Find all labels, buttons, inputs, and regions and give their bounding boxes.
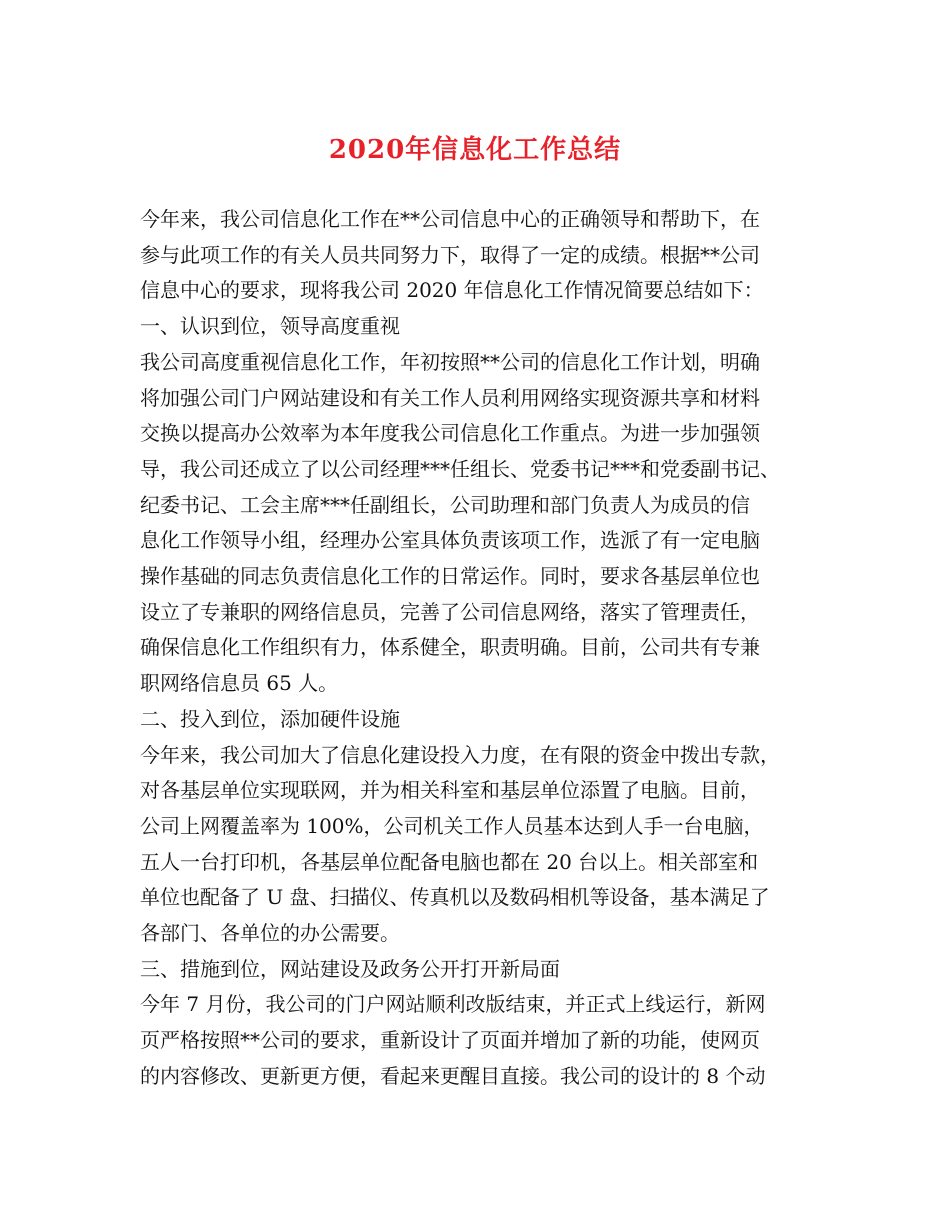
body-line: 公司上网覆盖率为 100%，公司机关工作人员基本达到人手一台电脑， <box>140 813 764 838</box>
body-line: 今年来，我公司加大了信息化建设投入力度，在有限的资金中拨出专款， <box>140 742 780 767</box>
body-line: 五人一台打印机，各基层单位配备电脑也都在 20 台以上。相关部室和 <box>140 849 759 874</box>
section-heading-2: 二、投入到位，添加硬件设施 <box>140 706 400 731</box>
body-line: 对各基层单位实现联网，并为相关科室和基层单位添置了电脑。目前， <box>140 778 760 803</box>
section-heading-1: 一、认识到位，领导高度重视 <box>140 314 400 339</box>
body-line: 操作基础的同志负责信息化工作的日常运作。同时，要求各基层单位也 <box>140 564 760 589</box>
section-heading-3: 三、措施到位，网站建设及政务公开打开新局面 <box>140 956 560 981</box>
body-line: 确保信息化工作组织有力，体系健全，职责明确。目前，公司共有专兼 <box>140 635 760 660</box>
body-line: 的内容修改、更新更方便，看起来更醒目直接。我公司的设计的 8 个动 <box>140 1063 766 1088</box>
document-body <box>140 202 820 1095</box>
body-line: 今年 7 月份，我公司的门户网站顺利改版结束，并正式上线运行，新网 <box>140 992 766 1017</box>
body-line: 参与此项工作的有关人员共同努力下，取得了一定的成绩。根据**公司 <box>140 242 760 267</box>
body-line: 今年来，我公司信息化工作在**公司信息中心的正确领导和帮助下，在 <box>140 207 760 231</box>
body-line: 导，我公司还成立了以公司经理***任组长、党委书记***和党委副书记、 <box>140 456 780 481</box>
body-line: 单位也配备了 U 盘、扫描仪、传真机以及数码相机等设备，基本满足了 <box>140 885 770 910</box>
body-line: 息化工作领导小组，经理办公室具体负责该项工作，选派了有一定电脑 <box>140 528 760 553</box>
body-line: 设立了专兼职的网络信息员，完善了公司信息网络，落实了管理责任， <box>140 599 760 624</box>
body-line: 信息中心的要求，现将我公司 2020 年信息化工作情况简要总结如下： <box>140 278 764 303</box>
body-line: 交换以提高办公效率为本年度我公司信息化工作重点。为进一步加强领 <box>140 421 760 446</box>
body-line: 页严格按照**公司的要求，重新设计了页面并增加了新的功能，使网页 <box>140 1028 760 1053</box>
document-title: 2020年信息化工作总结 <box>328 135 622 165</box>
body-line: 各部门、各单位的办公需要。 <box>140 921 400 946</box>
body-line: 将加强公司门户网站建设和有关工作人员利用网络实现资源共享和材料 <box>140 385 760 410</box>
body-line: 我公司高度重视信息化工作，年初按照**公司的信息化工作计划，明确 <box>140 349 760 374</box>
body-line: 纪委书记、工会主席***任副组长，公司助理和部门负责人为成员的信 <box>140 492 750 517</box>
body-line: 职网络信息员 65 人。 <box>140 671 339 696</box>
